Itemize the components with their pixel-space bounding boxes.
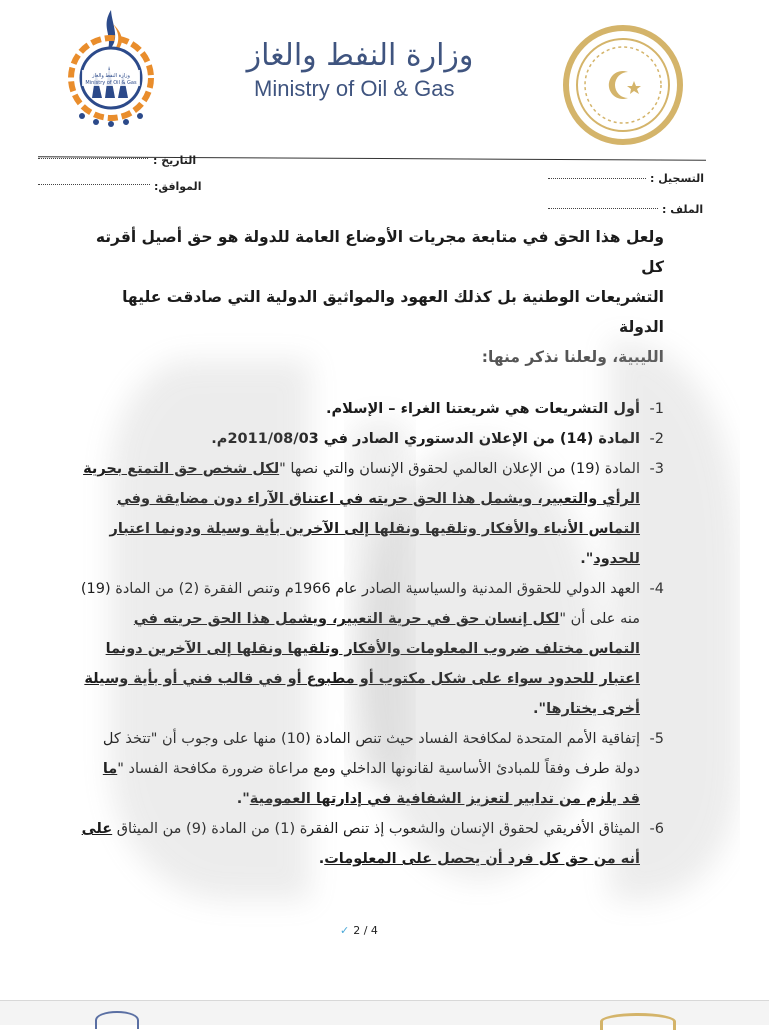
list-item [80,724,664,814]
list-item-end: ". [533,701,547,717]
date-label: التاريخ : [153,154,197,167]
list-item-text: إتفاقية الأمم المتحدة لمكافحة الفساد حيث تنص المادة (10) منها على وجوب أن "تتخذ كل دولة طرف وفقاً للمبادئ الأساسية لقانونها الداخلي ومع مراعاة ضرورة مكافحة الفساد " [102,731,640,777]
svg-text:وزارة النفط والغاز: وزارة النفط والغاز [92,73,130,79]
list-item [80,574,664,724]
approval-label: الموافق: [154,180,202,193]
list-item-quote: على أنه من حق كل فرد أن يحصل على المعلومات [81,821,640,867]
list-item-end: . [318,851,325,867]
date-field [38,158,148,159]
checkmark-icon: ✓ [340,924,350,937]
ministry-name-english: Ministry of Oil & Gas [254,76,455,101]
intro-line: الليبية، ولعلنا نذكر منها: [481,348,664,366]
page-number-text: 2 / 4 [353,924,378,937]
registration-label: التسجيل : [650,172,705,185]
next-page-logo-icon [95,1011,139,1029]
list-item-quote: لكل شخص حق التمتع بحرية الرأي والتعبير، ويشمل هذا الحق حريته في اعتناق الآراء دون مضايقة وفي التماس الأنباء والأفكار وتلقيها ونقلها إلى الآخرين بأية وسيلة ودونما اعتبار للحدود [83,461,640,567]
file-field [548,208,658,209]
list-item-number: 2- [649,431,664,447]
list-item-text: الميثاق الأفريقي لحقوق الإنسان والشعوب إذ تنص الفقرة (1) من المادة (9) من الميثاق [112,821,640,837]
list-item [80,454,664,574]
intro-line: ولعل هذا الحق في متابعة مجريات الأوضاع العامة للدولة هو حق أصيل أقرته كل [95,228,664,276]
file-label: الملف : [662,203,704,216]
list-item-number: 6- [649,821,664,837]
svg-text:Ministry of Oil & Gas: Ministry of Oil & Gas [85,80,137,86]
list-item-number: 5- [649,731,664,747]
ministry-flame-logo-icon [52,6,170,130]
list-item-number: 1- [649,401,664,417]
list-item-number: 3- [649,461,664,477]
list-item-text: المادة (14) من الإعلان الدستوري الصادر في 2011/08/03م. [211,431,640,447]
list-item-text: المادة (19) من الإعلان العالمي لحقوق الإنسان والتي نصها " [279,461,640,477]
list-item-end: ". [236,791,250,807]
list-item-number: 4- [649,581,664,597]
list-item [80,394,664,424]
approval-field [38,184,150,185]
letter-body [80,222,664,874]
list-item-text: العهد الدولي للحقوق المدنية والسياسية الصادر عام 1966م وتنص الفقرة (2) من المادة (19) منه على أن " [80,581,640,627]
list-item-quote: ما قد يلزم من تدابير لتعزيز الشفافية في إدارتها العمومية [102,761,640,807]
list-item-end: ". [580,551,594,567]
page-number [340,924,378,937]
list-item [80,424,664,454]
list-item [80,814,664,874]
intro-line: التشريعات الوطنية بل كذلك العهود والمواثيق الدولية التي صادقت عليها الدولة [122,288,664,336]
next-page-edge [0,1000,769,1025]
ministry-name-arabic: وزارة النفط والغاز [246,38,474,73]
registration-field [548,178,646,179]
national-seal-icon [562,24,684,146]
next-page-seal-icon [600,1013,676,1030]
list-item-quote: لكل إنسان حق في حرية التعبير، ويشمل هذا الحق حريته في التماس مختلف ضروب المعلومات والأفكار وتلقيها ونقلها إلى الآخرين دونما اعتبار للحدود سواء على شكل مكتوب أو مطبوع أو في قالب فني أو بأية وسيلة أخرى يختارها [84,611,640,717]
list-item-text: أول التشريعات هي شريعتنا الغراء – الإسلام. [326,401,640,417]
